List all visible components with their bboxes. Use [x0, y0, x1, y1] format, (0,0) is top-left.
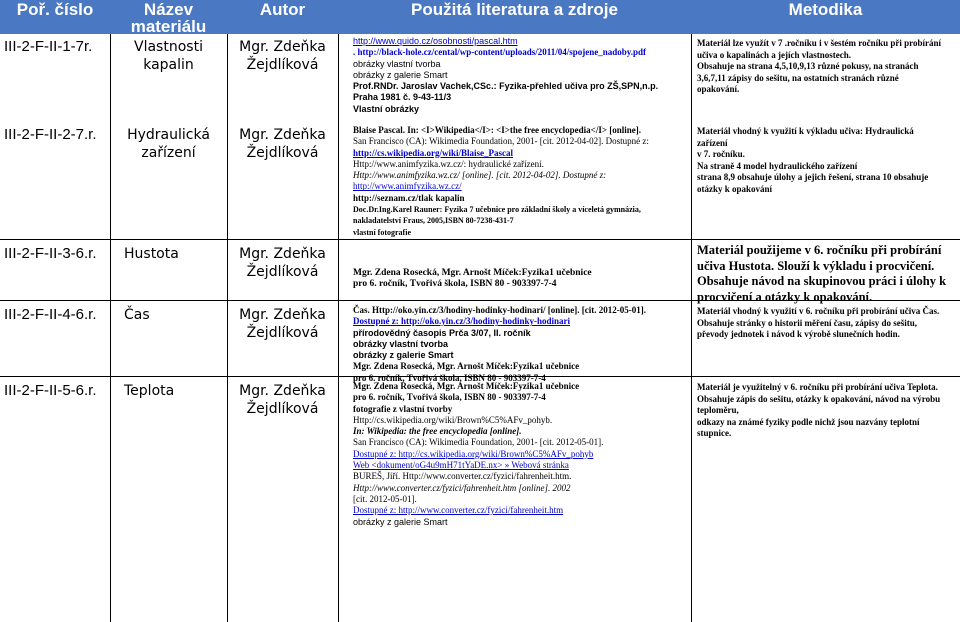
- source-link[interactable]: . http://black-hole.cz/cental/wp-content/uploads/2011/04/spojene_nadoby.pdf: [353, 47, 647, 58]
- source-text: In: Wikipedia: the free encyclopedia [online].: [353, 426, 522, 437]
- source-link[interactable]: Dostupné z: http://www.converter.cz/fyzici/fahrenheit.htm: [353, 505, 564, 516]
- header-methodology: Metodika: [788, 0, 863, 19]
- source-text: Mgr. Zdena Rosecká, Mgr. Arnošt Míček:Fyzika1 učebnice: [353, 381, 580, 391]
- divider: [110, 34, 111, 622]
- row-methodology: Materiál použijeme v 6. ročníku při probírání učiva Hustota. Slouží k výkladu i procvičení. Obsahuje návod na skupinovou práci i úlohy k procvičení a otázky k opakování.: [697, 243, 947, 304]
- row-code: III-2-F-II-3-6.r.: [4, 245, 97, 262]
- source-text: obrázky vlastní tvorba: [353, 338, 449, 349]
- source-text: Čas. Http://oko.yin.cz/3/hodiny-hodinky-hodinari/ [online]. [cit. 2012-05-01].: [353, 305, 647, 315]
- source-text: [cit. 2012-05-01].: [353, 493, 417, 504]
- source-text: nakladatelství Fraus, 2005,ISBN 80-7238-431-7: [353, 216, 514, 226]
- source-link[interactable]: http://www.quido.cz/osobnosti/pascal.htm: [353, 36, 518, 46]
- divider: [338, 34, 339, 622]
- source-link[interactable]: http://www.animfyzika.wz.cz/: [353, 181, 462, 192]
- row-literature: [353, 36, 658, 115]
- row-methodology: Materiál je využitelný v 6. ročníku při probírání učiva Teplota. Obsahuje zápis do sešitu, otázky k opakování, návod na výrobu teploměru, odkazy na známé fyziky podle nichž jsou nazvány teplotní stupnice.: [697, 382, 941, 438]
- source-text: San Francisco (CA): Wikimedia Foundation, 2001- [cit. 2012-04-02]. Dostupné z:: [353, 136, 649, 147]
- row-literature: [353, 268, 592, 291]
- divider: [691, 34, 692, 622]
- source-text: Praha 1981 č. 9-43-11/3: [353, 92, 452, 103]
- source-text: BUREŠ, Jiří. Http://www.converter.cz/fyzici/fahrenheit.htm.: [353, 471, 572, 482]
- row-code: III-2-F-II-4-6.r.: [4, 306, 97, 323]
- source-text: Doc.Dr.Ing.Karel Rauner: Fyzika 7 učebnice pro základní školy a víceletá gymnázia,: [353, 205, 641, 215]
- source-text: Http://www.animfyzika.wz.cz/: hydraulické zařízení.: [353, 158, 544, 169]
- source-link[interactable]: Web <dokument/oG4u9mH71tYaDE.nx> » Webová stránka: [353, 460, 569, 471]
- source-text: obrázky z galerie Smart: [353, 350, 454, 361]
- source-text: pro 6. ročník, Tvořivá škola, ISBN 80 - 903397-7-4: [353, 372, 546, 383]
- source-link[interactable]: http://cs.wikipedia.org/wiki/Blaise_Pascal: [353, 147, 514, 158]
- source-link[interactable]: Dostupné z: http://cs.wikipedia.org/wiki/Brown%C5%AFv_pohyb: [353, 448, 594, 459]
- header-name: Název materiálu: [130, 0, 207, 36]
- row-methodology: Materiál vhodný k využití k výkladu učiva: Hydraulická zařízení v 7. ročníku. Na straně 4 model hydraulického zařízení strana 8,9 obsahuje úlohy a jejich řešení, strana 10 obsahuje otázky k opakování: [697, 126, 929, 194]
- row-literature: [353, 305, 646, 384]
- source-text: obrázky vlastní tvorba: [353, 58, 441, 69]
- row-author: Mgr. Zdeňka Žejdlíková: [239, 127, 326, 161]
- header-literature: Použitá literatura a zdroje: [411, 0, 618, 19]
- row-name: Hustota: [124, 246, 179, 262]
- source-text: pro 6. ročník, Tvořivá škola, ISBN 80 - 903397-7-4: [353, 279, 557, 290]
- source-text: Http://www.converter.cz/fyzici/fahrenheit.htm [online]. 2002: [353, 482, 571, 493]
- row-name: Čas: [124, 307, 150, 323]
- row-literature: [353, 125, 649, 238]
- source-link[interactable]: Dostupné z: http://oko.yin.cz/3/hodiny-hodinky-hodinari: [353, 316, 571, 327]
- header-code: Poř. číslo: [16, 0, 94, 19]
- row-literature: [353, 381, 603, 528]
- row-author: Mgr. Zdeňka Žejdlíková: [239, 39, 326, 73]
- row-methodology: Materiál lze využít v 7 .ročníku i v šestém ročníku při probírání učiva o kapalinách a jejích vlastnostech. Obsahuje na strana 4,5,10,9,13 různé pokusy, na stranách 3,6,7,11 zápisy do sešitu, na ostatních stranách různé opakování.: [697, 38, 941, 94]
- source-text: Http://www.animfyzika.wz.cz/ [online]. [cit. 2012-04-02]. Dostupné z:: [353, 170, 607, 181]
- source-text: obrázky z galerie Smart: [353, 69, 448, 80]
- source-text: San Francisco (CA): Wikimedia Foundation, 2001- [cit. 2012-05-01].: [353, 437, 604, 448]
- row-code: III-2-F-II-1-7r.: [4, 38, 93, 55]
- row-name: Hydraulická zařízení: [127, 127, 210, 161]
- source-text: Http://cs.wikipedia.org/wiki/Brown%C5%AFv_pohyb.: [353, 414, 553, 425]
- divider: [0, 239, 960, 240]
- source-text: Mgr. Zdena Rosecká, Mgr. Arnošt Míček:Fyzika1 učebnice: [353, 361, 580, 372]
- source-text: fotografie z vlastní tvorby: [353, 403, 453, 414]
- table-header: [0, 0, 960, 34]
- source-text: Blaise Pascal. In: <I>Wikipedia</I>: <I>the free encyclopedia</I> [online].: [353, 125, 641, 135]
- row-code: III-2-F-II-2-7.r.: [4, 126, 97, 143]
- row-author: Mgr. Zdeňka Žejdlíková: [239, 307, 326, 341]
- row-author: Mgr. Zdeňka Žejdlíková: [239, 246, 326, 280]
- row-author: Mgr. Zdeňka Žejdlíková: [239, 383, 326, 417]
- source-text: přírodovědný časopis Prča 3/07, II. ročník: [353, 327, 531, 338]
- source-text: http://seznam.cz/tlak kapalin: [353, 192, 465, 203]
- source-text: Vlastní obrázky: [353, 103, 420, 114]
- source-text: Mgr. Zdena Rosecká, Mgr. Arnošt Míček:Fyzika1 učebnice: [353, 268, 592, 278]
- row-methodology: Materiál vhodný k využití v 6. ročníku při probírání učiva Čas. Obsahuje stránky o historii měření času, zápisy do sešitu, převody jednotek i návod k výrobě slunečních hodin.: [697, 306, 940, 339]
- source-text: pro 6. ročník, Tvořivá škola, ISBN 80 - 903397-7-4: [353, 392, 546, 403]
- row-name: Teplota: [124, 383, 175, 399]
- source-text: Prof.RNDr. Jaroslav Vachek,CSc.: Fyzika-přehled učiva pro ZŠ,SPN,n.p.: [353, 81, 659, 92]
- header-author: Autor: [259, 0, 306, 19]
- row-code: III-2-F-II-5-6.r.: [4, 382, 97, 399]
- row-name: Vlastnosti kapalin: [134, 39, 203, 73]
- source-text: vlastní fotografie: [353, 227, 411, 237]
- source-text: obrázky z galerie Smart: [353, 516, 448, 527]
